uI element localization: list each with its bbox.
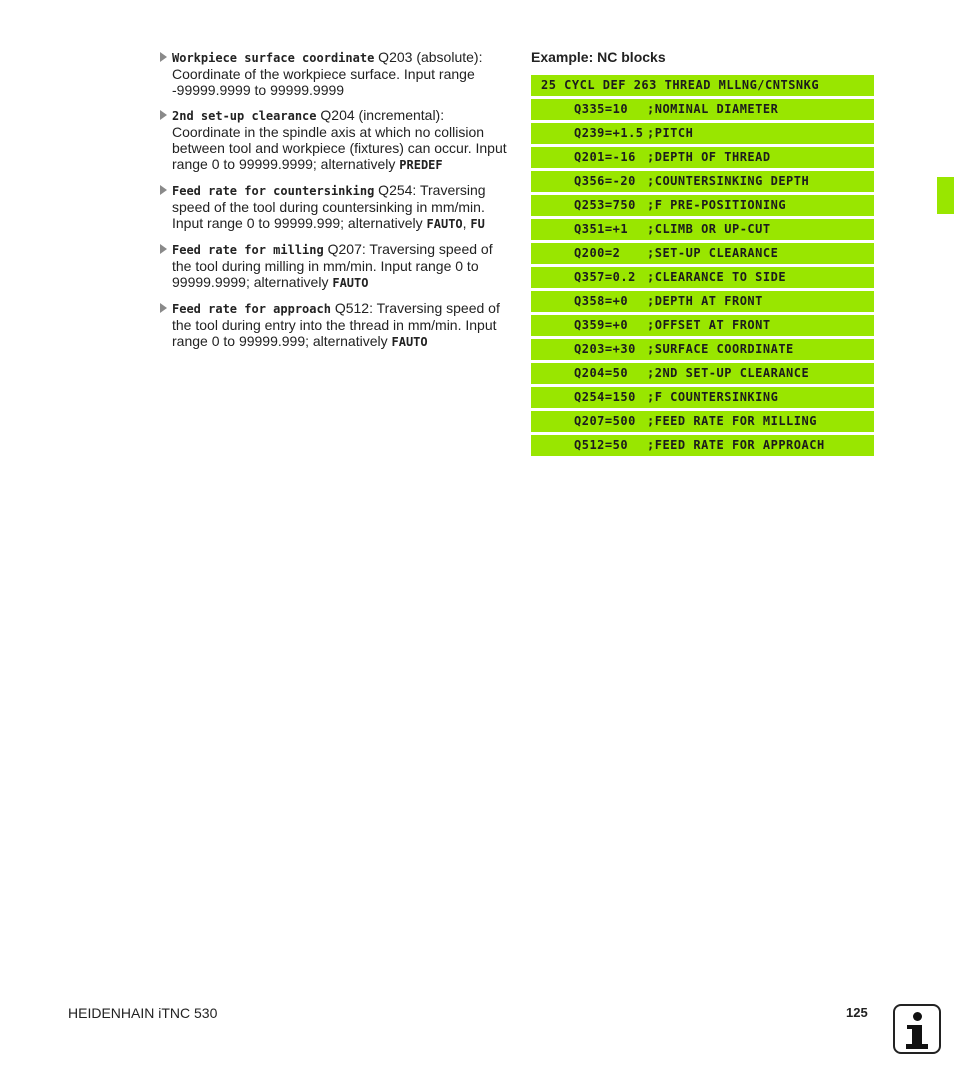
- nc-comment: ;FEED RATE FOR MILLING: [647, 414, 817, 428]
- nc-comment: ;2ND SET-UP CLEARANCE: [647, 366, 810, 380]
- nc-line: [531, 267, 874, 288]
- nc-param: Q207=500: [574, 414, 636, 428]
- chapter-tab-marker: [937, 177, 954, 214]
- nc-comment: ;CLIMB OR UP-CUT: [647, 222, 771, 236]
- nc-line: [531, 147, 874, 168]
- nc-comment: ;DEPTH OF THREAD: [647, 150, 771, 164]
- nc-param: Q357=0.2: [574, 270, 636, 284]
- bullet-arrow-icon: [160, 303, 167, 313]
- bullet-arrow-icon: [160, 244, 167, 254]
- info-icon-dot: [913, 1012, 922, 1021]
- param-code: Feed rate for approach: [172, 302, 331, 316]
- nc-param: Q203=+30: [574, 342, 636, 356]
- nc-param: Q359=+0: [574, 318, 629, 332]
- nc-param: Q239=+1.5: [574, 126, 644, 140]
- nc-line: [531, 291, 874, 312]
- param-code: Feed rate for milling: [172, 243, 324, 257]
- nc-param: Q254=150: [574, 390, 636, 404]
- param-workpiece-surface-coordinate: [158, 49, 514, 98]
- footer-manual-name: HEIDENHAIN iTNC 530: [68, 1005, 218, 1021]
- nc-param: Q335=10: [574, 102, 629, 116]
- nc-line: [531, 195, 874, 216]
- bullet-arrow-icon: [160, 52, 167, 62]
- param-text: Q203 (absolute): Coordinate of the workpiece surface. Input range -99999.9999 to 99999.9999: [172, 49, 483, 98]
- param-text: Q207: Traversing speed of the tool during milling in mm/min. Input range 0 to 99999.9999; alternatively: [172, 241, 493, 290]
- param-feed-rate-countersinking: [158, 182, 514, 232]
- param-code: 2nd set-up clearance: [172, 109, 317, 123]
- info-icon-base: [906, 1044, 928, 1049]
- nc-line: [531, 315, 874, 336]
- chapter-title: [945, 0, 954, 22]
- nc-line: [531, 243, 874, 264]
- param-text: Q204 (incremental): Coordinate in the spindle axis at which no collision between tool and workpiece (fixtures) can occur. Input range 0 to 99999.9999; alternatively: [172, 107, 507, 172]
- param-feed-rate-approach: [158, 300, 514, 350]
- nc-comment: ;SET-UP CLEARANCE: [647, 246, 779, 260]
- nc-line: [531, 339, 874, 360]
- bullet-arrow-icon: [160, 185, 167, 195]
- nc-param: Q356=-20: [574, 174, 636, 188]
- nc-param: Q512=50: [574, 438, 629, 452]
- param-alternative: PREDEF: [399, 158, 443, 172]
- nc-line: [531, 171, 874, 192]
- nc-comment: ;FEED RATE FOR APPROACH: [647, 438, 825, 452]
- param-alternative: FAUTO: [426, 217, 463, 231]
- param-text: Q512: Traversing speed of the tool during entry into the thread in mm/min. Input range 0 to 99999.999; alternatively: [172, 300, 500, 349]
- page-number: 125: [846, 1005, 868, 1020]
- param-alternative: FAUTO: [391, 335, 428, 349]
- bullet-arrow-icon: [160, 110, 167, 120]
- param-alternative: FU: [470, 217, 485, 231]
- param-2nd-setup-clearance: [158, 107, 514, 173]
- nc-comment: ;PITCH: [647, 126, 694, 140]
- parameter-list: [158, 49, 514, 359]
- nc-comment: ;DEPTH AT FRONT: [647, 294, 763, 308]
- nc-comment: ;SURFACE COORDINATE: [647, 342, 794, 356]
- nc-line: [531, 387, 874, 408]
- nc-comment: ;COUNTERSINKING DEPTH: [647, 174, 810, 188]
- nc-comment: ;OFFSET AT FRONT: [647, 318, 771, 332]
- nc-param: Q200=2: [574, 246, 621, 260]
- nc-comment: ;F COUNTERSINKING: [647, 390, 779, 404]
- param-feed-rate-milling: [158, 241, 514, 291]
- nc-param: Q204=50: [574, 366, 629, 380]
- nc-line: [531, 99, 874, 120]
- nc-line: [531, 363, 874, 384]
- nc-line: [531, 219, 874, 240]
- info-icon: [893, 1004, 941, 1054]
- nc-comment: ;NOMINAL DIAMETER: [647, 102, 779, 116]
- nc-block-list: [531, 75, 874, 456]
- nc-comment: ;CLEARANCE TO SIDE: [647, 270, 787, 284]
- nc-param: Q358=+0: [574, 294, 629, 308]
- nc-line: [531, 123, 874, 144]
- param-code: Workpiece surface coordinate: [172, 51, 375, 65]
- param-code: Feed rate for countersinking: [172, 184, 375, 198]
- param-text: Q254: Traversing speed of the tool during countersinking in mm/min. Input range 0 to 99999.999; alternatively: [172, 182, 486, 231]
- nc-param: Q351=+1: [574, 222, 629, 236]
- param-separator: ,: [462, 215, 471, 231]
- nc-example: [531, 49, 874, 459]
- nc-line: [531, 435, 874, 456]
- nc-param: Q201=-16: [574, 150, 636, 164]
- example-title: Example: NC blocks: [531, 49, 666, 65]
- nc-line: [531, 411, 874, 432]
- nc-comment: ;F PRE-POSITIONING: [647, 198, 787, 212]
- nc-header-line: 25 CYCL DEF 263 THREAD MLLNG/CNTSNKG: [531, 75, 874, 96]
- nc-param: Q253=750: [574, 198, 636, 212]
- param-alternative: FAUTO: [332, 276, 369, 290]
